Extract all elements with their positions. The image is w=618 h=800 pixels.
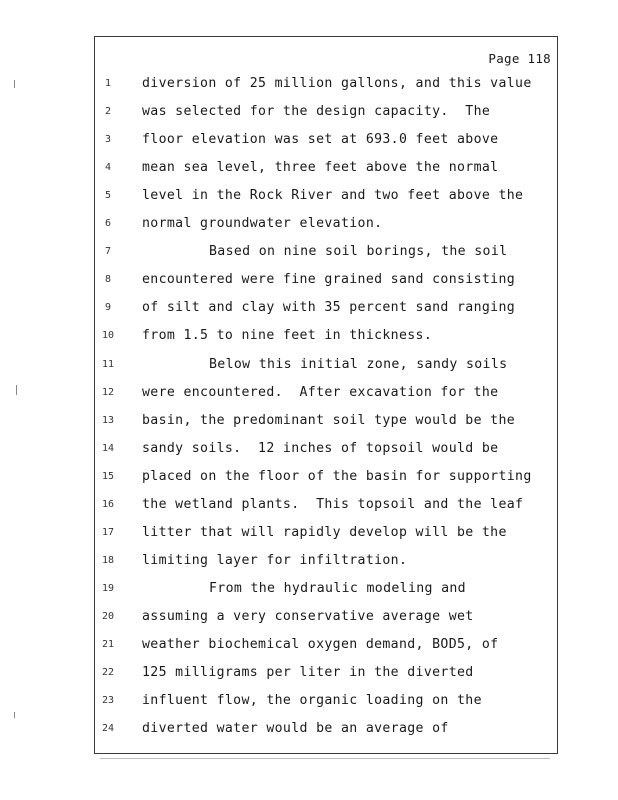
transcript-line bbox=[95, 548, 557, 576]
line-text: assuming a very conservative average wet bbox=[142, 608, 474, 624]
line-number: 2 bbox=[104, 106, 112, 118]
transcript-line bbox=[95, 295, 557, 323]
line-text: weather biochemical oxygen demand, BOD5, of bbox=[142, 637, 499, 652]
line-number: 17 bbox=[101, 526, 115, 538]
line-text: the wetland plants. This topsoil and the leaf bbox=[142, 496, 524, 512]
line-text: 125 milligrams per liter in the diverted bbox=[142, 665, 474, 681]
line-text: basin, the predominant soil type would be the bbox=[142, 412, 516, 428]
line-number: 14 bbox=[101, 442, 115, 454]
line-number: 20 bbox=[101, 610, 115, 622]
line-text: floor elevation was set at 693.0 feet above bbox=[142, 132, 499, 148]
scan-mark-left-2 bbox=[16, 385, 17, 395]
line-number: 15 bbox=[101, 470, 115, 482]
line-number: 19 bbox=[101, 582, 115, 594]
transcript-line bbox=[95, 267, 557, 295]
transcript-line bbox=[95, 211, 557, 239]
transcript-line bbox=[95, 576, 557, 604]
line-number: 1 bbox=[104, 78, 112, 89]
transcript-line bbox=[95, 464, 557, 492]
transcript-line bbox=[95, 380, 557, 408]
transcript-page bbox=[94, 36, 558, 754]
line-number: 18 bbox=[101, 554, 115, 566]
line-text: level in the Rock River and two feet above the bbox=[142, 188, 524, 204]
line-number: 4 bbox=[104, 162, 112, 174]
transcript-line bbox=[95, 239, 557, 267]
line-text: Based on nine soil borings, the soil bbox=[209, 244, 508, 260]
line-number: 10 bbox=[101, 330, 115, 342]
transcript-line bbox=[95, 520, 557, 548]
line-text: sandy soils. 12 inches of topsoil would be bbox=[142, 440, 499, 456]
transcript-line bbox=[95, 660, 557, 688]
line-number: 21 bbox=[101, 639, 115, 650]
line-number: 11 bbox=[101, 358, 115, 370]
line-text: from 1.5 to nine feet in thickness. bbox=[142, 328, 433, 344]
transcript-line bbox=[95, 155, 557, 183]
transcript-line bbox=[95, 632, 557, 660]
line-number: 16 bbox=[101, 498, 115, 510]
line-text: diverted water would be an average of bbox=[142, 721, 449, 737]
transcript-line bbox=[95, 492, 557, 520]
scan-mark-bottom bbox=[100, 758, 550, 759]
line-number: 5 bbox=[104, 190, 112, 202]
transcript-line bbox=[95, 99, 557, 127]
line-text: of silt and clay with 35 percent sand ranging bbox=[142, 300, 516, 316]
transcript-line bbox=[95, 71, 557, 99]
scan-mark-left-1 bbox=[14, 80, 15, 88]
line-text: Below this initial zone, sandy soils bbox=[209, 356, 508, 372]
transcript-line bbox=[95, 408, 557, 436]
line-number: 22 bbox=[101, 667, 115, 679]
line-text: was selected for the design capacity. The bbox=[142, 104, 491, 120]
line-text: normal groundwater elevation. bbox=[142, 216, 383, 232]
page-number: Page 118 bbox=[488, 51, 551, 66]
line-number: 24 bbox=[101, 723, 115, 735]
line-number: 12 bbox=[101, 386, 115, 398]
line-number: 9 bbox=[104, 302, 112, 314]
line-number: 6 bbox=[104, 218, 112, 230]
line-text: influent flow, the organic loading on the bbox=[142, 693, 482, 709]
line-number: 3 bbox=[104, 134, 112, 146]
transcript-line bbox=[95, 183, 557, 211]
line-number: 13 bbox=[101, 414, 115, 426]
line-text: diversion of 25 million gallons, and this value bbox=[142, 76, 532, 91]
line-text: From the hydraulic modeling and bbox=[209, 580, 466, 596]
transcript-line bbox=[95, 352, 557, 380]
scan-mark-left-3 bbox=[14, 712, 15, 718]
transcript-line bbox=[95, 127, 557, 155]
transcript-line bbox=[95, 436, 557, 464]
line-number: 23 bbox=[101, 695, 115, 707]
line-number: 8 bbox=[104, 274, 112, 286]
line-number: 7 bbox=[104, 246, 112, 258]
line-text: encountered were fine grained sand consisting bbox=[142, 272, 516, 288]
transcript-line bbox=[95, 716, 557, 744]
line-text: limiting layer for infiltration. bbox=[142, 552, 408, 568]
line-text: mean sea level, three feet above the normal bbox=[142, 160, 499, 176]
transcript-line bbox=[95, 688, 557, 716]
line-text: placed on the floor of the basin for supporting bbox=[142, 468, 532, 484]
line-text: litter that will rapidly develop will be the bbox=[142, 524, 507, 540]
transcript-line bbox=[95, 604, 557, 632]
transcript-line bbox=[95, 323, 557, 351]
line-text: were encountered. After excavation for the bbox=[142, 384, 499, 400]
